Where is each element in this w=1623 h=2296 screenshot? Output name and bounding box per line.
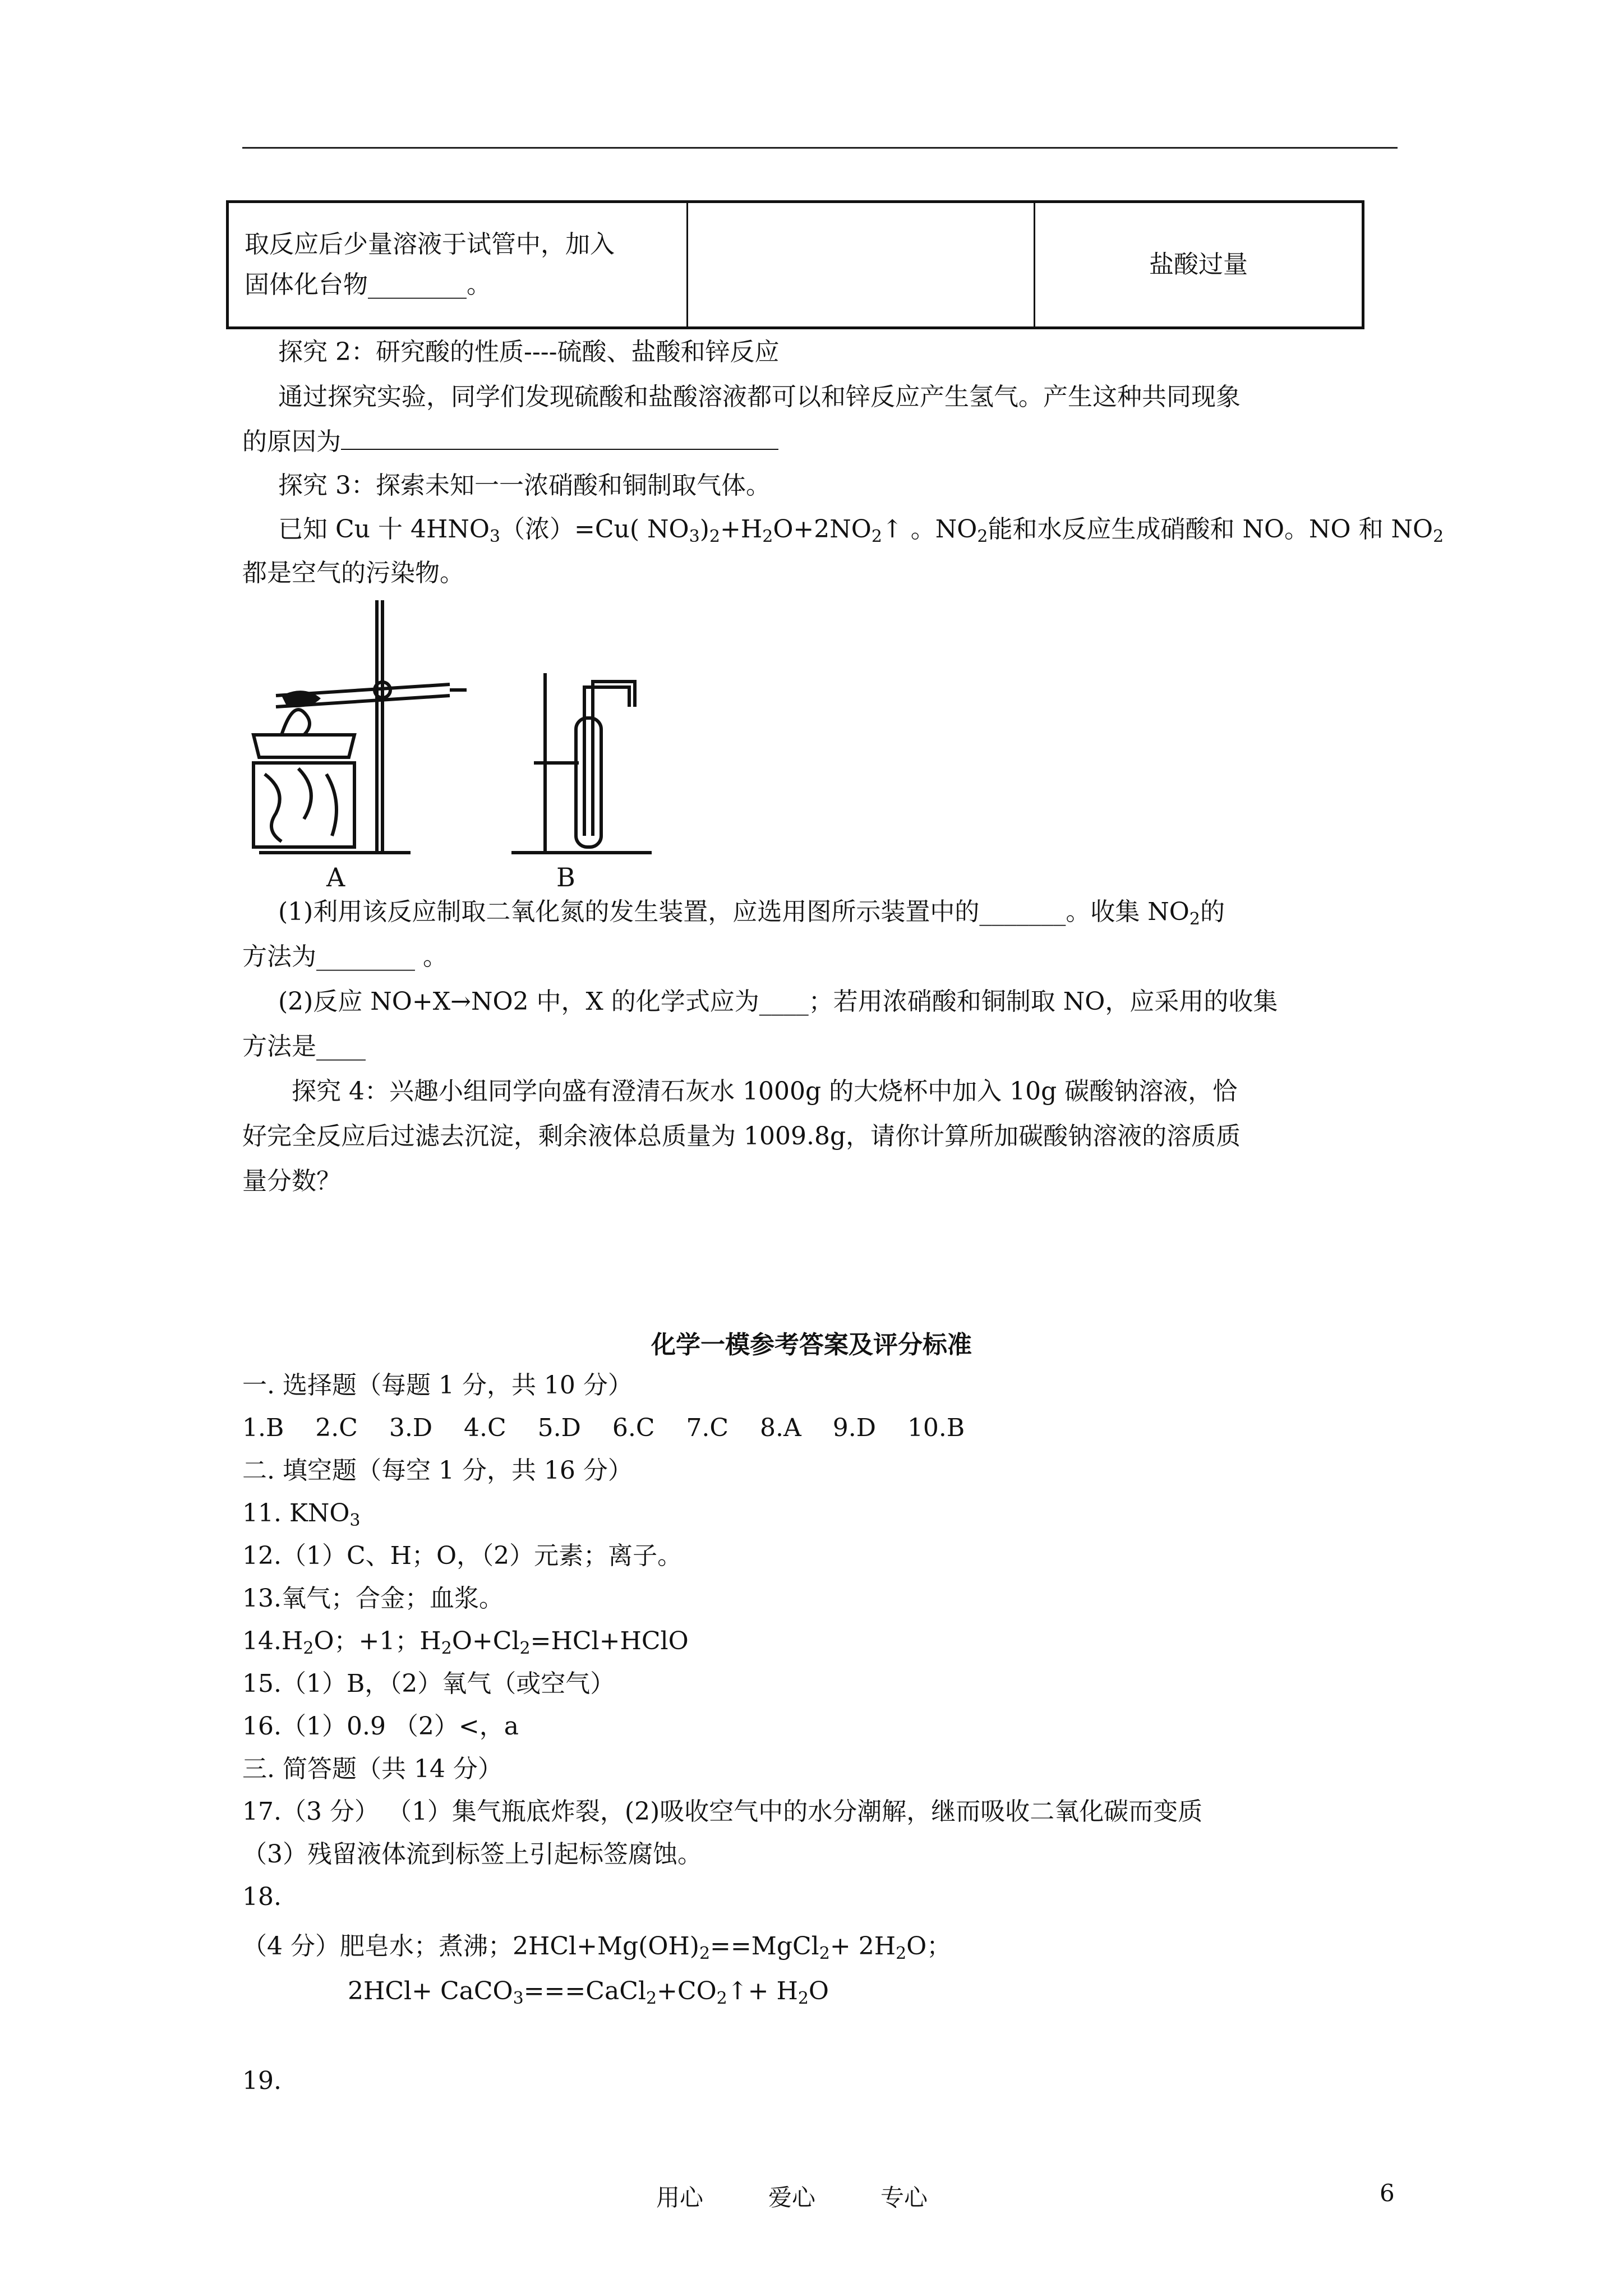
answer-11: 11. $KNO_3$ (242, 1499, 361, 1530)
explore3-heading: 探究 3：探索未知一一浓硝酸和铜制取气体。 (278, 471, 771, 500)
question2-line2: 方法是____ (242, 1032, 366, 1061)
answer-19: 19. (242, 2067, 282, 2095)
answer-17-line2: （3）残留液体流到标签上引起标签腐蚀。 (242, 1840, 702, 1869)
section1-heading: 一. 选择题（每题 1 分，共 10 分） (242, 1371, 633, 1400)
answer-18: 18. (242, 1883, 282, 1911)
label-b: B (556, 862, 575, 892)
answer-17-line1: 17.（3 分） （1）集气瓶底炸裂，(2)吸收空气中的水分潮解，继而吸收二氧化碳而变质 (242, 1797, 1203, 1826)
answer-16: 16.（1）0.9 （2）<，a (242, 1712, 519, 1741)
section1-answers: 1.B 2.C 3.D 4.C 5.D 6.C 7.C 8.A 9.D 10.B (242, 1414, 965, 1442)
label-a: A (326, 862, 345, 892)
answer-13: 13.氧气；合金；血浆。 (242, 1584, 504, 1613)
apparatus-figure (242, 589, 685, 892)
question1-line1: (1)利用该反应制取二氧化氮的发生装置，应选用图所示装置中的_______。收集 $NO_2$的 (278, 898, 1225, 929)
footer-motto-2: 爱心 (768, 2184, 816, 2211)
section3-heading: 三. 简答题（共 14 分） (242, 1755, 502, 1783)
header-rule (242, 147, 1398, 149)
footer-motto-3: 专心 (880, 2184, 928, 2211)
explore3-equation: 已知 Cu 十 $4HNO_3$（浓）=Cu( $NO_3)_2+H_2O+2NO_2↑$ 。$NO_2$能和水反应生成硝酸和 NO。NO 和 $NO_2$ (278, 515, 1444, 546)
answer-18-line1: （4 分）肥皂水；煮沸；$2HCl+Mg(OH)_2==MgCl_2+ 2H_2O$； (242, 1932, 952, 1963)
table-cell-procedure (228, 202, 688, 328)
table-cell-phenomenon (688, 202, 1035, 328)
explore2-line2: 的原因为 (242, 424, 778, 459)
explore3-line2: 都是空气的污染物。 (242, 559, 464, 587)
explore4-line2: 好完全反应后过滤去沉淀，剩余液体总质量为 1009.8g，请你计算所加碳酸钠溶液的溶质质 (242, 1122, 1241, 1151)
page-number: 6 (1380, 2179, 1395, 2207)
answer-15: 15.（1）B，（2）氧气（或空气） (242, 1669, 615, 1698)
experiment-table (226, 200, 1364, 329)
procedure-line-1: 取反应后少量溶液于试管中，加入 (245, 230, 615, 259)
answer-14: $14.H_2O$；+1；$H_2O+Cl_2=HCl+HClO$ (242, 1627, 689, 1658)
footer-motto-1: 用心 (656, 2184, 704, 2211)
answer-18-line2: $2HCl+ CaCO_3===CaCl_2+CO_2↑+ H_2O$ (348, 1977, 829, 2008)
explore4-line1: 探究 4：兴趣小组同学向盛有澄清石灰水 1000g 的大烧杯中加入 10g 碳酸钠溶液，恰 (292, 1077, 1238, 1106)
question1-line2: 方法为________ 。 (242, 942, 448, 971)
question2-line1: (2)反应 NO+X→NO2 中，X 的化学式应为____；若用浓硝酸和铜制取 NO，应采用的收集 (278, 987, 1278, 1016)
procedure-line-2: 固体化台物________。 (245, 270, 491, 299)
table-cell-conclusion: 盐酸过量 (1035, 202, 1363, 328)
answer-12: 12.（1）C、H；O，（2）元素；离子。 (242, 1542, 683, 1570)
explore2-heading: 探究 2：研究酸的性质----硫酸、盐酸和锌反应 (278, 338, 780, 366)
section2-heading: 二. 填空题（每空 1 分，共 16 分） (242, 1456, 633, 1485)
answer-title: 化学一模参考答案及评分标准 (651, 1331, 972, 1359)
answer-blank (341, 424, 778, 450)
explore4-line3: 量分数？ (242, 1167, 341, 1195)
explore2-line1: 通过探究实验，同学们发现硫酸和盐酸溶液都可以和锌反应产生氢气。产生这种共同现象 (278, 383, 1241, 411)
